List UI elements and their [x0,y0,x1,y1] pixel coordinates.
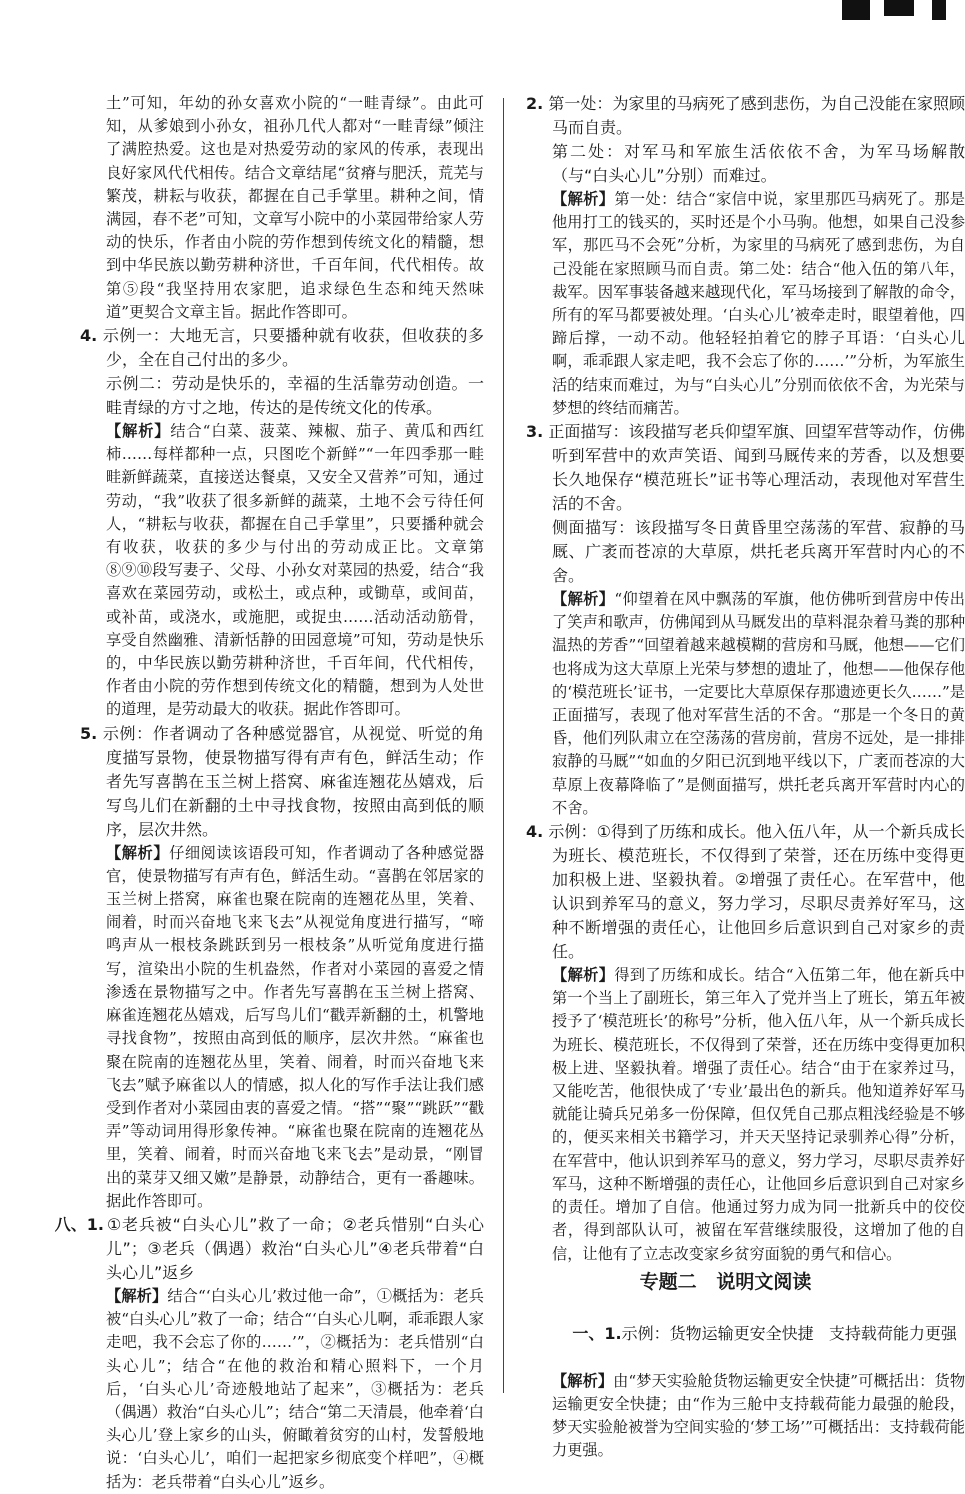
question-number: 2. [526,94,544,113]
analysis-tag: 【解析】 [552,1371,614,1390]
analysis [526,1370,965,1463]
left-column [54,92,485,1494]
analysis-continued: 土”可知，年幼的孙女喜欢小院的“一畦青绿”。由此可知，从爹娘到小孙女，祖孙几代人都对“一畦青绿”倾注了满腔热爱。这也是对热爱劳动的家风的传承，表现出良好家风代代相传。结合文章结尾“贫瘠与肥沃，荒芜与繁茂，耕耘与收获，都握在自己手掌里。耕种之间，情满园，春不老”可知，文章写小院中的小菜园带给家人劳动的快乐，作者由小院的劳作想到传统文化的精髓，想到中华民族以勤劳耕种济世，千百年间，代代相传。故第⑤段“我坚持用农家肥，追求绿色生态和纯天然味道”更契合文章主旨。据此作答即可。 [106,94,484,321]
analysis [80,842,484,1213]
question-3 [526,420,965,516]
column-divider [503,98,504,1393]
analysis-text: “仰望着在风中飘荡的军旗，他仿佛听到营房中传出了笑声和歌声，仿佛闻到从马厩发出的草料混杂着马粪的那种温热的芳香”“回望着越来越模糊的营房和马厩，他想——它们也将成为这大草原上光荣与梦想的遗址了，他想——他保存他的‘模范班长’证书，一定要比大草原保存那遗迹更长久……”是正面描写，表现了他对军营生活的不舍。“那是一个冬日的黄昏，他们列队肃立在空荡荡的营房前，营房不远处，是一排排寂静的马厩”“如血的夕阳已沉到地平线以下，广袤而苍凉的大草原上夜幕降临了”是侧面描写，烘托老兵离开军营时内心的不舍。 [552,590,965,817]
answer-example-2: 示例二：劳动是快乐的，幸福的生活靠劳动创造。一畦青绿的方寸之地，传达的是传统文化的传承。 [106,374,484,418]
question-2 [526,92,965,140]
section-8-question-1 [8,1213,484,1285]
answer-text: 示例：作者调动了各种感觉器官，从视觉、听觉的角度描写景物，使景物描写得有声有色，鲜活生动；作者先写喜鹊在玉兰树上搭窝、麻雀连翘花丛嬉戏，后写鸟儿们在新翻的土中寻找食物，按照由高到低的顺序，层次井然。 [102,723,484,839]
answer-text: ①老兵被“白头心儿”救了一命；②老兵惜别“白头心儿”；③老兵（偶遇）救治“白头心儿”④老兵带着“白头心儿”返乡 [106,1214,484,1282]
analysis-tag: 【解析】 [106,843,170,862]
question-4 [526,820,965,964]
question-number: 一、1. [572,1323,622,1343]
analysis [526,964,965,1266]
analysis [526,188,965,420]
answer-part-2: 侧面描写：该段描写冬日黄昏里空荡荡的军营、寂静的马厩、广袤而苍凉的大草原，烘托老兵离开军营时内心的不舍。 [552,518,965,586]
analysis [526,588,965,820]
answer-example-1: 示例一：大地无言，只要播种就有收获，但收获的多少，全在自己付出的多少。 [102,326,484,370]
answer-part-1: 正面描写：该段描写老兵仰望军旗、回望军营等动作，仿佛听到军营中的欢声笑语、闻到马厩传来的芳香，以及想要长久地保存“模范班长”证书等心理活动，表现他对军营生活的不舍。 [548,422,965,514]
corner-mark-3 [932,0,946,20]
analysis-tag: 【解析】 [552,590,615,609]
analysis-text: 得到了历练和成长。结合“入伍第二年，他在新兵中第一个当上了副班长，第三年入了党并当上了班长，第五年被授予了‘模范班长’的称号”分析，他入伍八年，从一个新兵成长为班长、模范班长，不仅得到了荣誉，还在历练中变得更加积极上进、坚毅执着。增强了责任心。结合“由于在家养过马，又能吃苦，他很快成了‘专业’最出色的新兵。他知道养好军马就能让骑兵兄弟多一份保障，但仅凭自己那点粗浅经验是不够的，便买来相关书籍学习，并天天坚持记录驯养心得”分析，在军营中，他认识到养军马的意义，努力学习，尽职尽责养好军马，这种不断增强的责任心，让他回乡后意识到自己对家乡的责任。增加了自信。他通过努力成为同一批新兵中的佼佼者，得到部队认可，被留在军营继续服役，这增加了他的自信，让他有了立志改变家乡贫穷面貌的勇气和信心。 [552,966,965,1263]
analysis [80,420,484,722]
question-number: 4. [526,822,544,842]
analysis-text: 结合“白菜、菠菜、辣椒、茄子、黄瓜和西红柿……每样都种一点，只图吃个新鲜”“一年四季那一畦畦新鲜蔬菜，直接送达餐桌，又安全又营养”可知，通过劳动，“我”收获了很多新鲜的蔬菜，土地不会亏待任何人，“耕耘与收获，都握在自己手掌里”，只要播种就会有收获，收获的多少与付出的劳动成正比。文章第⑧⑨⑩段写妻子、父母、小孙女对菜园的热爱，结合“我喜欢在菜园劳动，或松土，或点种，或锄草，或间苗，或补苗，或浇水，或施肥，或捉虫……活动活动筋骨，享受自然幽雅、清新恬静的田园意境”可知，劳动是快乐的，中华民族以勤劳耕种济世，千百年间，代代相传，作者由小院的劳作想到传统文化的精髓，想到为人处世的道理，是劳动最大的收获。据此作答即可。 [106,422,485,719]
question-number: 5. [80,723,98,743]
analysis [80,1285,484,1494]
question-number: 八、1. [54,1214,104,1234]
analysis-text: 由“梦天实验舱货物运输更安全快捷”可概括出：货物运输更安全快捷；由“作为三舱中支持载荷能力最强的舱段，梦天实验舱被誉为空间实验的‘梦工场’”可概括出：支持载荷能力更强。 [552,1371,965,1460]
analysis-text: 第一处：结合“家信中说，家里那匹马病死了。那是他用打工的钱买的，买时还是个小马驹。他想，如果自己没参军，那匹马不会死”分析，为家里的马病死了感到悲伤，为自己没能在家照顾马而自责。第二处：结合“他入伍的第八年，裁军。因军事装备越来越现代化，军马场接到了解散的命令，所有的军马都要被处理。‘白头心儿’被牵走时，眼望着他，四蹄后撑，一动不动。他轻轻拍着它的脖子耳语：‘白头心儿啊，乖乖跟人家走吧，我不会忘了你的……’”分析，为军旅生活的结束而难过，为与“白头心儿”分别而依依不舍，为光荣与梦想的终结而痛苦。 [552,190,965,417]
section-1-question-1 [526,1298,965,1370]
right-column [526,92,965,1463]
analysis-text: 仔细阅读该语段可知，作者调动了各种感觉器官，使景物描写有声有色，鲜活生动。“喜鹊在邻居家的玉兰树上搭窝，麻雀也聚在院南的连翘花丛里，笑着、闹着，时而兴奋地飞来飞去”从视觉角度进行描写，“啼鸣声从一根枝条跳跃到另一根枝条”从听觉角度进行描写，渲染出小院的生机盎然，作者对小菜园的喜爱之情渗透在景物描写之中。作者先写喜鹊在玉兰树上搭窝、麻雀连翘花丛嬉戏，后写鸟儿们“戳弄新翻的土，机警地寻找食物”，按照由高到低的顺序，层次井然。“麻雀也聚在院南的连翘花丛里，笑着、闹着，时而兴奋地飞来飞去”赋予麻雀以人的情感，拟人化的写作手法让我们感受到作者对小菜园由衷的喜爱之情。“搭”“聚”“跳跃”“戳弄”等动词用得形象传神。“麻雀也聚在院南的连翘花丛里，笑着、闹着，时而兴奋地飞来飞去”是动景，“刚冒出的菜芽又细又嫩”是静景，动静结合，更有一番趣味。据此作答即可。 [106,843,485,1210]
question-5 [80,722,484,842]
answer-part-1: 第一处：为家里的马病死了感到悲伤，为自己没能在家照顾马而自责。 [548,94,965,137]
analysis-text: 结合“‘白头心儿’救过他一命”，①概括为：老兵被“白头心儿”救了一命；结合“‘白头心儿啊，乖乖跟人家走吧，我不会忘了你的……’”，②概括为：老兵惜别“白头心儿”；结合“在他的救治和精心照料下，一个月后，‘白头心儿’奇迹般地站了起来”，③概括为：老兵（偶遇）救治“白头心儿”；结合“第二天清晨，他牵着‘白头心儿’登上家乡的山头，俯瞰着贫穷的山村，发誓般地说：‘白头心儿’，咱们一起把家乡彻底变个样吧”，④概括为：老兵带着“白头心儿”返乡。 [106,1286,484,1491]
question-4 [80,324,484,372]
question-number: 3. [526,422,544,442]
analysis-tag: 【解析】 [106,1286,168,1305]
section-title: 专题二 说明文阅读 [639,1270,812,1293]
answer-part-2: 第二处：对军马和军旅生活依依不舍，为军马场解散（与“白头心儿”分别）而难过。 [552,142,965,185]
question-number: 4. [80,326,98,346]
analysis-tag: 【解析】 [552,190,615,208]
answer-text: 示例：货物运输更安全快捷 支持载荷能力更强 [621,1323,957,1343]
corner-mark-1 [842,0,870,20]
corner-mark-2 [884,0,914,16]
analysis-tag: 【解析】 [552,966,615,985]
answer-text: 示例：①得到了历练和成长。他入伍八年，从一个新兵成长为班长、模范班长，不仅得到了荣誉，还在历练中变得更加积极上进、坚毅执着。②增强了责任心。在军营中，他认识到养军马的意义，努力学习，尽职尽责养好军马，这种不断增强的责任心，让他回乡后意识到自己对家乡的责任。 [548,822,965,962]
analysis-tag: 【解析】 [106,422,171,441]
